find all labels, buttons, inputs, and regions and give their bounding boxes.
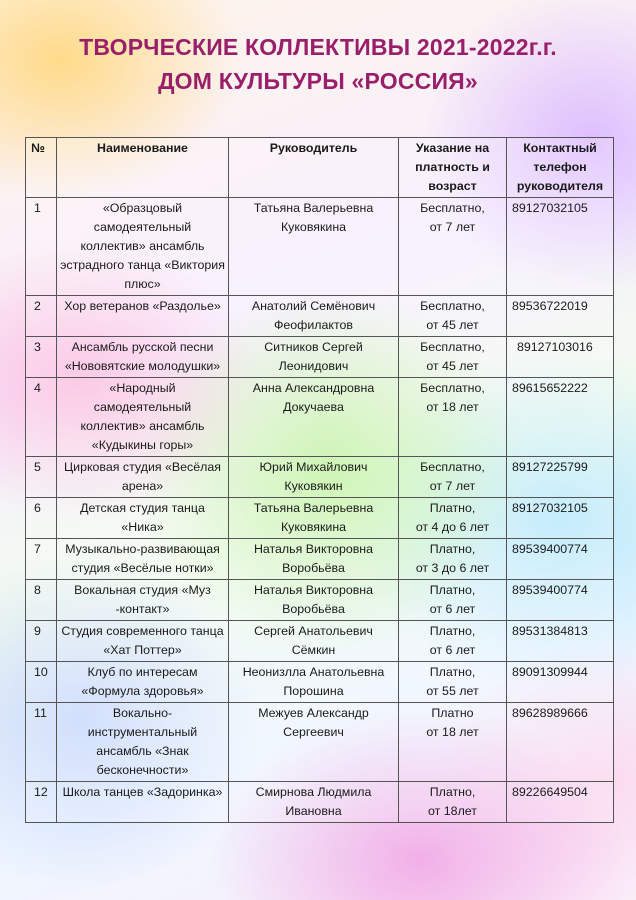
fee-age-cell: [399, 703, 507, 782]
fee-text: Платно,: [429, 501, 476, 515]
row-number: 4: [26, 378, 57, 457]
phone-number: 89091309944: [507, 662, 614, 703]
fee-age-cell: [399, 198, 507, 296]
row-number: 3: [26, 337, 57, 378]
age-text: от 55 лет: [426, 684, 479, 698]
row-number: 12: [26, 782, 57, 823]
fee-age-cell: [399, 782, 507, 823]
fee-text: Платно,: [429, 542, 476, 556]
row-number: 5: [26, 457, 57, 498]
collective-name: Студия современного танца «Хат Поттер»: [57, 621, 229, 662]
table-row: [26, 621, 614, 662]
table-row: [26, 662, 614, 703]
table-row: [26, 378, 614, 457]
leader-name: Татьяна Валерьевна Куковякина: [229, 198, 399, 296]
age-text: от 18 лет: [426, 400, 479, 414]
collective-name: Ансамбль русской песни «Нововятские молодушки»: [57, 337, 229, 378]
leader-name: Смирнова Людмила Ивановна: [229, 782, 399, 823]
age-text: от 6 лет: [429, 643, 476, 657]
age-text: от 18лет: [428, 804, 477, 818]
fee-age-cell: [399, 296, 507, 337]
fee-age-cell: [399, 378, 507, 457]
collective-name: Клуб по интересам «Формула здоровья»: [57, 662, 229, 703]
fee-text: Бесплатно,: [420, 381, 485, 395]
leader-name: Неонизлла Анатольевна Порошина: [229, 662, 399, 703]
table-row: [26, 457, 614, 498]
title-line-1: ТВОРЧЕСКИЕ КОЛЛЕКТИВЫ 2021-2022г.г.: [79, 34, 557, 60]
table-header-row: [26, 138, 614, 198]
collective-name: Хор ветеранов «Раздолье»: [57, 296, 229, 337]
fee-age-cell: [399, 621, 507, 662]
row-number: 6: [26, 498, 57, 539]
table-row: [26, 296, 614, 337]
fee-text: Платно,: [429, 624, 476, 638]
leader-name: Наталья Викторовна Воробьёва: [229, 580, 399, 621]
page-title: [0, 30, 636, 98]
fee-text: Платно,: [429, 785, 476, 799]
age-text: от 6 лет: [429, 602, 476, 616]
table-row: [26, 198, 614, 296]
fee-text: Бесплатно,: [420, 460, 485, 474]
header-fee-age: Указание на платность и возраст: [399, 138, 507, 198]
collective-name: Музыкально-развивающая студия «Весёлые нотки»: [57, 539, 229, 580]
collective-name: Цирковая студия «Весёлая арена»: [57, 457, 229, 498]
phone-number: 89539400774: [507, 539, 614, 580]
phone-number: 89127225799: [507, 457, 614, 498]
fee-text: Бесплатно,: [420, 299, 485, 313]
table-row: [26, 539, 614, 580]
leader-name: Юрий Михайлович Куковякин: [229, 457, 399, 498]
row-number: 2: [26, 296, 57, 337]
phone-number: 89127032105: [507, 498, 614, 539]
collective-name: Детская студия танца «Ника»: [57, 498, 229, 539]
age-text: от 3 до 6 лет: [415, 561, 490, 575]
fee-age-cell: [399, 662, 507, 703]
leader-name: Межуев Александр Сергеевич: [229, 703, 399, 782]
phone-number: 89536722019: [507, 296, 614, 337]
title-line-2: ДОМ КУЛЬТУРЫ «РОССИЯ»: [158, 68, 478, 94]
age-text: от 7 лет: [429, 479, 476, 493]
table-body: [26, 198, 614, 823]
age-text: от 4 до 6 лет: [415, 520, 490, 534]
collectives-table: [25, 137, 614, 823]
fee-age-cell: [399, 498, 507, 539]
fee-age-cell: [399, 337, 507, 378]
row-number: 1: [26, 198, 57, 296]
row-number: 10: [26, 662, 57, 703]
header-leader: Руководитель: [229, 138, 399, 198]
collective-name: «Народный самодеятельный коллектив» ансамбль «Кудыкины горы»: [57, 378, 229, 457]
fee-age-cell: [399, 457, 507, 498]
collective-name: Школа танцев «Задоринка»: [57, 782, 229, 823]
table-row: [26, 337, 614, 378]
phone-number: 89127103016: [507, 337, 614, 378]
phone-number: 89628989666: [507, 703, 614, 782]
table-row: [26, 782, 614, 823]
row-number: 11: [26, 703, 57, 782]
collective-name: Вокально-инструментальный ансамбль «Знак бесконечности»: [57, 703, 229, 782]
phone-number: 89127032105: [507, 198, 614, 296]
row-number: 9: [26, 621, 57, 662]
age-text: от 18 лет: [426, 725, 479, 739]
leader-name: Ситников Сергей Леонидович: [229, 337, 399, 378]
header-number: №: [26, 138, 57, 198]
fee-age-cell: [399, 580, 507, 621]
table-row: [26, 580, 614, 621]
fee-text: Бесплатно,: [420, 340, 485, 354]
phone-number: 89531384813: [507, 621, 614, 662]
leader-name: Татьяна Валерьевна Куковякина: [229, 498, 399, 539]
header-name: Наименование: [57, 138, 229, 198]
collective-name: «Образцовый самодеятельный коллектив» ансамбль эстрадного танца «Виктория плюс»: [57, 198, 229, 296]
age-text: от 7 лет: [429, 220, 476, 234]
fee-age-cell: [399, 539, 507, 580]
leader-name: Анатолий Семёнович Феофилактов: [229, 296, 399, 337]
phone-number: 89226649504: [507, 782, 614, 823]
row-number: 8: [26, 580, 57, 621]
leader-name: Анна Александровна Докучаева: [229, 378, 399, 457]
phone-number: 89615652222: [507, 378, 614, 457]
header-phone: Контактный телефон руководителя: [507, 138, 614, 198]
leader-name: Сергей Анатольевич Сёмкин: [229, 621, 399, 662]
fee-text: Платно,: [429, 665, 476, 679]
collective-name: Вокальная студия «Муз -контакт»: [57, 580, 229, 621]
row-number: 7: [26, 539, 57, 580]
leader-name: Наталья Викторовна Воробьёва: [229, 539, 399, 580]
phone-number: 89539400774: [507, 580, 614, 621]
age-text: от 45 лет: [426, 359, 479, 373]
table-row: [26, 498, 614, 539]
fee-text: Бесплатно,: [420, 201, 485, 215]
age-text: от 45 лет: [426, 318, 479, 332]
fee-text: Платно: [431, 706, 474, 720]
fee-text: Платно,: [429, 583, 476, 597]
table-row: [26, 703, 614, 782]
